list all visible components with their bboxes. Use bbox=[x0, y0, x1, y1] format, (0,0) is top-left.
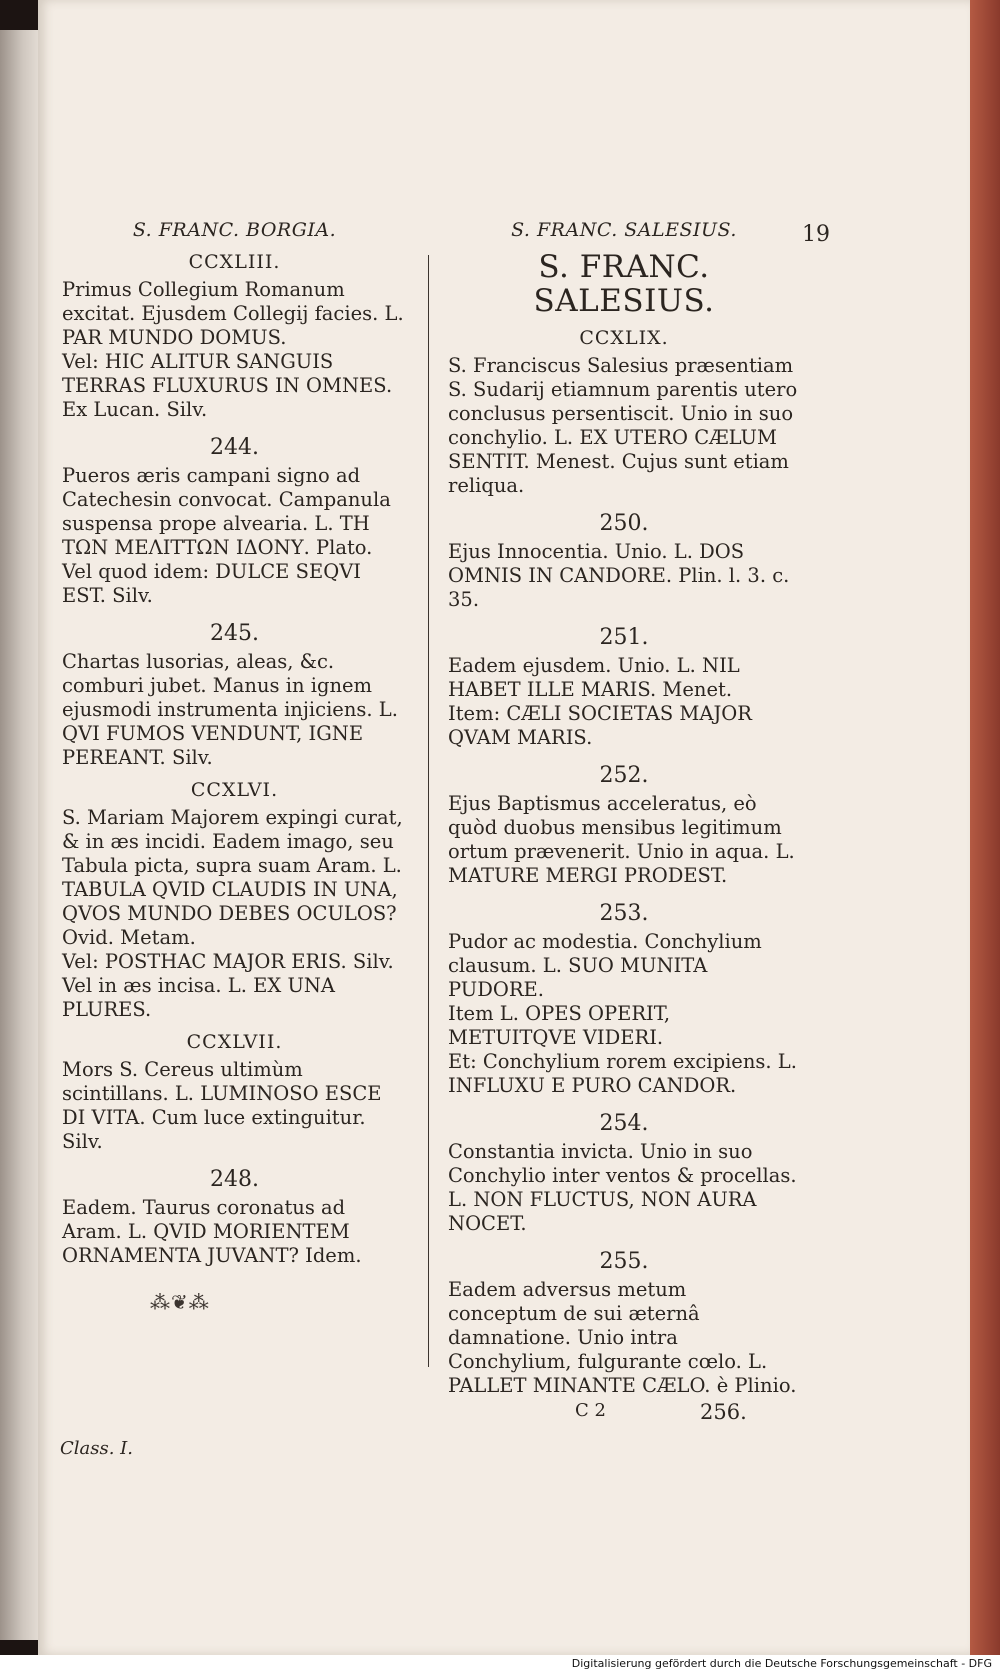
entry-number: CCXLVI. bbox=[190, 779, 279, 801]
entry-number: 251. bbox=[599, 625, 649, 650]
entry-text: Item L. OPES OPERIT, METUITQVE VIDERI. bbox=[448, 1002, 671, 1049]
entry bbox=[62, 778, 407, 950]
footer-text: Digitalisierung gefördert durch die Deutsche Forschungsgemeinschaft - DFG bbox=[571, 1657, 992, 1670]
entry-number: CCXLIX. bbox=[579, 327, 669, 349]
section-title: S. FRANC. SALESIUS. bbox=[533, 249, 715, 319]
entry bbox=[448, 902, 800, 1002]
entry-text: Vel: POSTHAC MAJOR ERIS. Silv. bbox=[62, 950, 394, 973]
entry bbox=[448, 1050, 800, 1098]
entry-number: 248. bbox=[210, 1167, 259, 1192]
entry bbox=[448, 702, 800, 750]
book-edge bbox=[970, 0, 1000, 1655]
left-running-head: S. FRANC. BORGIA. bbox=[132, 219, 337, 241]
footer-credit bbox=[0, 1655, 1000, 1672]
right-entries bbox=[448, 326, 800, 1398]
entry-text: Primus Collegium Romanum excitat. Ejusdem Collegij facies. L. PAR MUNDO DOMUS. bbox=[62, 278, 404, 349]
entry-text: Pueros æris campani signo ad Catechesin convocat. Campanula suspensa prope alvearia. L. TH ΤΩΝ ΜΕΛΙΤΤΩΝ ΙΔΟΝΥ. Plato. Vel quod idem: DULCE SEQVI EST. Silv. bbox=[62, 464, 391, 607]
right-running-head: S. FRANC. SALESIUS. bbox=[511, 219, 737, 241]
entry-number: 255. bbox=[599, 1249, 649, 1274]
right-column bbox=[448, 218, 800, 1398]
entry-text: Ejus Baptismus acceleratus, eò quòd duobus mensibus legitimum ortum prævenerit. Unio in aqua. L. MATURE MERGI PRODEST. bbox=[448, 792, 795, 887]
entry bbox=[448, 512, 800, 612]
entry-text: Eadem adversus metum conceptum de sui æternâ damnatione. Unio intra Conchylium, fulgurante cœlo. L. PALLET MINANTE CÆLO. è Plinio. bbox=[448, 1278, 797, 1397]
entry bbox=[62, 1030, 407, 1154]
entry-text: Et: Conchylium rorem excipiens. L. INFLUXU E PURO CANDOR. bbox=[448, 1050, 797, 1097]
ornament-icon: ⁂❦⁂ bbox=[150, 1290, 210, 1314]
entry-text: Eadem ejusdem. Unio. L. NIL HABET ILLE MARIS. Menet. bbox=[448, 654, 740, 701]
left-entries bbox=[62, 250, 407, 1268]
entry bbox=[62, 350, 407, 422]
entry bbox=[62, 436, 407, 608]
entry-number: 253. bbox=[599, 901, 649, 926]
entry bbox=[62, 250, 407, 350]
entry bbox=[448, 326, 800, 498]
entry bbox=[448, 626, 800, 702]
entry bbox=[448, 764, 800, 888]
entry-text: Pudor ac modestia. Conchylium clausum. L. SUO MUNITA PUDORE. bbox=[448, 930, 762, 1001]
entry-number: 250. bbox=[599, 511, 649, 536]
page-number: 19 bbox=[802, 222, 830, 247]
entry-number: CCXLVII. bbox=[186, 1031, 283, 1053]
entry bbox=[62, 950, 407, 974]
entry-text: Eadem. Taurus coronatus ad Aram. L. QVID MORIENTEM ORNAMENTA JUVANT? Idem. bbox=[62, 1196, 362, 1267]
entry-text: Constantia invicta. Unio in suo Conchylio inter ventos & procellas. L. NON FLUCTUS, NON AURA NOCET. bbox=[448, 1140, 797, 1235]
entry-text: Chartas lusorias, aleas, &c. comburi jubet. Manus in ignem ejusmodi instrumenta injiciens. L. QVI FUMOS VENDUNT, IGNE PEREANT. Silv. bbox=[62, 650, 398, 769]
entry-text: S. Franciscus Salesius præsentiam S. Sudarij etiamnum parentis utero conclusus persentiscit. Unio in suo conchylio. L. EX UTERO CÆLUM SENTIT. Menest. Cujus sunt etiam reliqua. bbox=[448, 354, 798, 497]
entry-text: Vel in æs incisa. L. EX UNA PLURES. bbox=[62, 974, 336, 1021]
entry bbox=[448, 1250, 800, 1398]
entry-text: Mors S. Cereus ultimùm scintillans. L. LUMINOSO ESCE DI VITA. Cum luce extinguitur. Silv. bbox=[62, 1058, 382, 1153]
entry-number: 252. bbox=[599, 763, 649, 788]
entry bbox=[62, 622, 407, 770]
adjacent-page-edge bbox=[0, 30, 38, 1640]
entry-text: Vel: HIC ALITUR SANGUIS TERRAS FLUXURUS IN OMNES. Ex Lucan. Silv. bbox=[62, 350, 393, 421]
entry bbox=[448, 1112, 800, 1236]
entry-number: 245. bbox=[210, 621, 259, 646]
entry bbox=[62, 974, 407, 1022]
entry-number: CCXLIII. bbox=[188, 251, 281, 273]
entry-text: Ejus Innocentia. Unio. L. DOS OMNIS IN CANDORE. Plin. l. 3. c. 35. bbox=[448, 540, 790, 611]
entry bbox=[448, 1002, 800, 1050]
entry-number: 244. bbox=[210, 435, 259, 460]
signature-mark: C 2 bbox=[575, 1400, 606, 1421]
entry-text: Item: CÆLI SOCIETAS MAJOR QVAM MARIS. bbox=[448, 702, 752, 749]
left-column bbox=[62, 218, 407, 1268]
entry bbox=[62, 1168, 407, 1268]
column-divider bbox=[428, 255, 429, 1367]
left-signature: Class. I. bbox=[60, 1438, 134, 1459]
entry-number: 254. bbox=[599, 1111, 649, 1136]
entry-text: S. Mariam Majorem expingi curat, & in æs incidi. Eadem imago, seu Tabula picta, supra suam Aram. L. TABULA QVID CLAUDIS IN UNA, QVOS MUNDO DEBES OCULOS? Ovid. Metam. bbox=[62, 806, 403, 949]
catchword: 256. bbox=[700, 1400, 747, 1424]
